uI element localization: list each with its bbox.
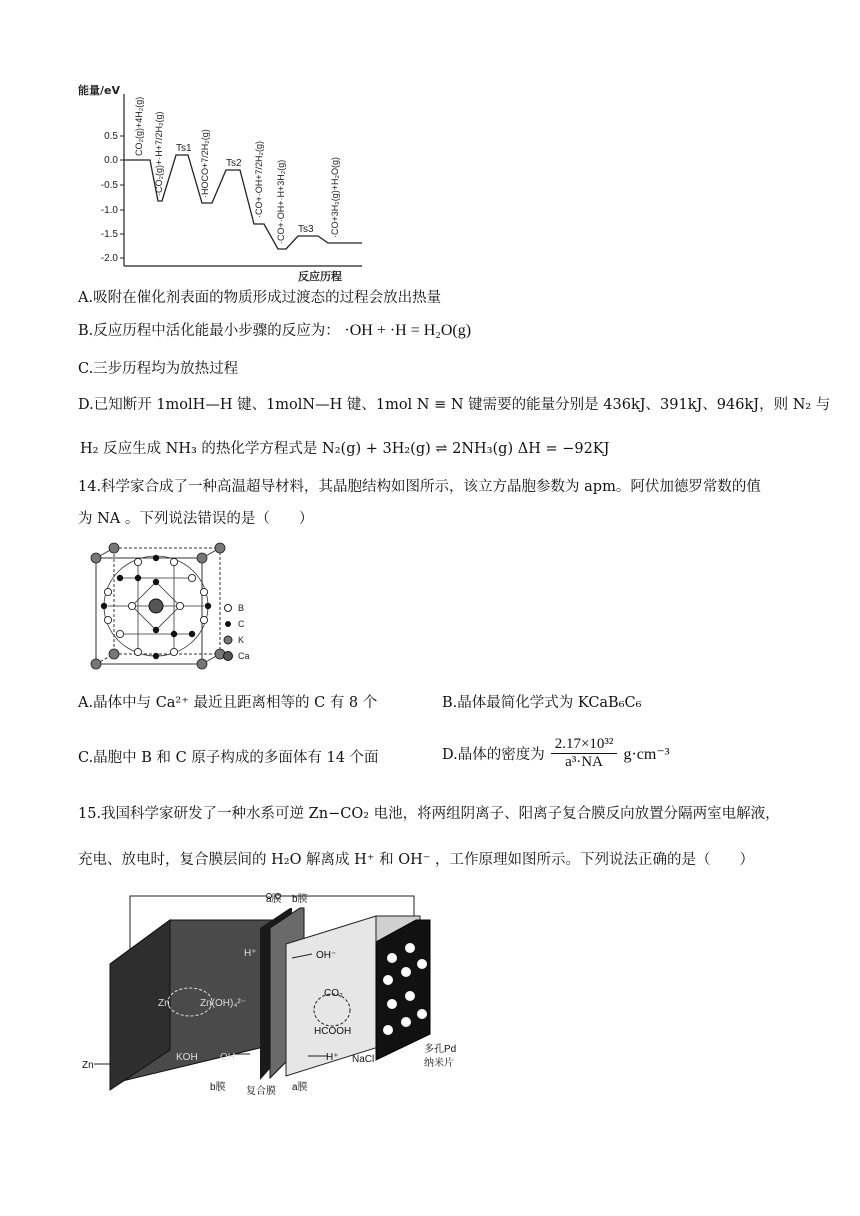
- ytick-m2-0: -2.0: [100, 253, 118, 264]
- species-label-6: ·CO+3H₂(g)+H₂O(g): [330, 157, 340, 238]
- q13-option-b-equation: ·OH + ·H = H₂O(g): [344, 322, 472, 339]
- q13-option-b: [78, 321, 471, 341]
- ytick-m1-5: -1.5: [100, 229, 118, 240]
- ytick-0-5: 0.5: [104, 131, 118, 142]
- label-h-plus-top: H⁺: [244, 948, 257, 959]
- ts2-label: Ts2: [226, 158, 242, 169]
- density-numerator: 2.17×10³²: [551, 736, 618, 754]
- label-co2: CO₂: [324, 988, 343, 999]
- label-a-membrane-bottom: a膜: [292, 1082, 308, 1093]
- ytick-0-0: 0.0: [104, 155, 118, 166]
- label-nacl: NaCl: [352, 1054, 375, 1065]
- battery-figure: [80, 884, 480, 1098]
- density-fraction: [551, 736, 618, 771]
- energy-profile-figure: [76, 84, 366, 284]
- legend-c: C: [238, 619, 245, 629]
- q14-stem-line2: 为 NA 。下列说法错误的是（ ）: [78, 511, 314, 527]
- label-b-membrane-top: b膜: [292, 894, 308, 905]
- ytick-m1-0: -1.0: [100, 205, 118, 216]
- ts1-label: Ts1: [176, 143, 192, 154]
- energy-ylabel: 能量/eV: [78, 84, 120, 97]
- label-koh: KOH: [176, 1052, 198, 1063]
- species-label-5: ·CO+·OH+·H+3H₂(g): [276, 159, 286, 244]
- label-pd: 多孔Pd: [424, 1044, 457, 1055]
- label-zn-inner: Zn: [158, 998, 170, 1009]
- q14-option-d-unit: g·cm⁻³: [623, 745, 670, 763]
- q13-option-c: C.三步历程均为放热过程: [78, 361, 239, 377]
- label-oh-inner: OH⁻: [220, 1052, 241, 1063]
- q14-option-c: C.晶胞中 B 和 C 原子构成的多面体有 14 个面: [78, 750, 379, 766]
- legend-k: K: [238, 635, 245, 645]
- legend-ca: Ca: [238, 651, 250, 661]
- species-label-3: ·HOCO+7/2H₂(g): [200, 129, 210, 198]
- species-label-1: CO₂(g)+4H₂(g): [134, 96, 144, 156]
- label-hcooh: HCOOH: [314, 1026, 352, 1037]
- species-label-2: ·CO₂(g)+·H+7/2H₂(g): [154, 111, 164, 196]
- q14-option-a: A.晶体中与 Ca²⁺ 最近且距离相等的 C 有 8 个: [78, 695, 378, 711]
- q13-option-a: A.吸附在催化剂表面的物质形成过渡态的过程会放出热量: [78, 290, 442, 306]
- q14-option-d-prefix: D.晶体的密度为: [442, 747, 545, 763]
- label-pd2: 纳米片: [424, 1058, 454, 1069]
- species-label-4: ·CO+·OH+7/2H₂(g): [254, 140, 264, 218]
- q14-option-b: B.晶体最简化学式为 KCaB₆C₆: [442, 695, 642, 711]
- label-zn-oh: Zn(OH)₄²⁻: [200, 998, 247, 1009]
- ts3-label: Ts3: [298, 224, 314, 235]
- q14-option-d: [442, 736, 670, 771]
- label-h-plus-bottom: H⁺: [326, 1052, 339, 1063]
- q13-option-b-text: B.反应历程中活化能最小步骤的反应为：: [78, 323, 340, 339]
- label-oh-minus-top: OH⁻: [316, 950, 337, 961]
- q13-option-d-line2: H₂ 反应生成 NH₃ 的热化学方程式是 N₂(g) + 3H₂(g) ⇌ 2NH₃(g) ΔH = −92KJ: [80, 441, 610, 457]
- q13-option-d-line1: D.已知断开 1molH—H 键、1molN—H 键、1mol N ≡ N 键需要的能量分别是 436kJ、391kJ、946kJ，则 N₂ 与: [78, 397, 831, 413]
- q14-stem-line1: 14.科学家合成了一种高温超导材料，其晶胞结构如图所示，该立方晶胞参数为 apm。阿伏加德罗常数的值: [78, 479, 761, 495]
- label-b-membrane-bottom: b膜: [210, 1082, 226, 1093]
- q15-stem-line1: 15.我国科学家研发了一种水系可逆 Zn−CO₂ 电池，将两组阴离子、阳离子复合膜反向放置分隔两室电解液，: [78, 806, 780, 822]
- legend-b: B: [238, 603, 245, 613]
- crystal-cell-figure: [80, 542, 260, 676]
- label-zn: Zn: [82, 1060, 94, 1071]
- label-a-membrane-top: a膜: [266, 894, 282, 905]
- label-composite-membrane: 复合膜: [246, 1086, 276, 1097]
- ytick-m0-5: -0.5: [100, 180, 118, 191]
- density-denominator: a³·NA: [565, 754, 603, 770]
- energy-xlabel: 反应历程: [298, 270, 342, 283]
- q15-stem-line2: 充电、放电时，复合膜层间的 H₂O 解离成 H⁺ 和 OH⁻ ，工作原理如图所示。下列说法正确的是（ ）: [78, 852, 754, 868]
